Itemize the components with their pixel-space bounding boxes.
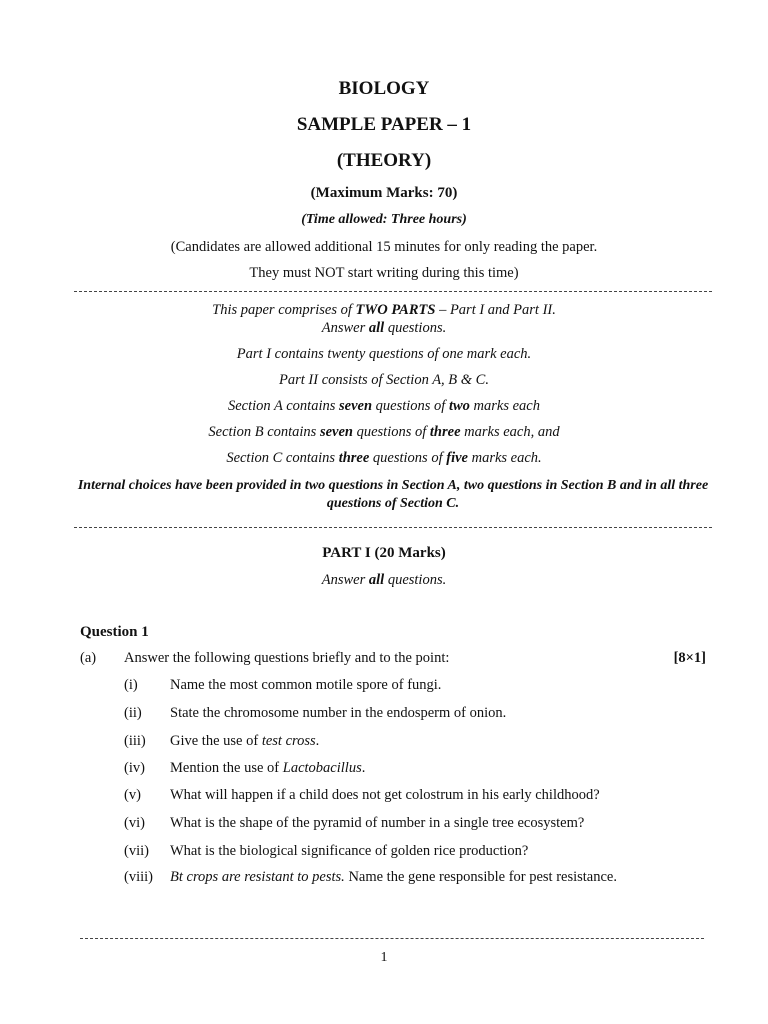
item-text: What is the biological significance of golden rice production? — [170, 843, 529, 859]
internal-choice-note: Internal choices have been provided in two questions in Section A, two questions in Section B and in all three questions of Section C. — [77, 478, 709, 511]
list-item — [124, 677, 724, 697]
item-text: Bt crops are resistant to pests. Name the gene responsible for pest resistance. — [170, 869, 617, 885]
list-item — [124, 760, 724, 780]
item-number: (vii) — [124, 843, 149, 859]
instruction-answer-all: Answer all questions. — [321, 320, 447, 336]
item-number: (i) — [124, 677, 138, 693]
list-item — [124, 705, 724, 725]
instruction-part-1: Part I contains twenty questions of one mark each. — [236, 346, 532, 362]
divider-middle — [74, 527, 712, 528]
page-number: 1 — [380, 950, 388, 965]
item-number: (iii) — [124, 733, 146, 749]
question-1a-text: Answer the following questions briefly and to the point: — [124, 650, 450, 666]
reading-note-line-2: They must NOT start writing during this time) — [249, 265, 519, 281]
reading-note-line-1: (Candidates are allowed additional 15 minutes for only reading the paper. — [170, 239, 598, 255]
item-number: (viii) — [124, 869, 153, 885]
divider-footer — [80, 938, 704, 939]
instruction-section-a: Section A contains seven questions of two marks each — [227, 398, 540, 414]
question-1-heading: Question 1 — [80, 624, 149, 640]
item-text: State the chromosome number in the endosperm of onion. — [170, 705, 507, 721]
question-1a-marks: [8×1] — [673, 650, 706, 666]
max-marks: (Maximum Marks: 70) — [310, 185, 458, 201]
item-text: What will happen if a child does not get colostrum in his early childhood? — [170, 787, 600, 803]
item-text: Give the use of test cross. — [170, 733, 320, 749]
item-number: (vi) — [124, 815, 145, 831]
item-text: Mention the use of Lactobacillus. — [170, 760, 366, 776]
part-1-answer-all: Answer all questions. — [321, 572, 447, 588]
item-number: (iv) — [124, 760, 145, 776]
item-text: What is the shape of the pyramid of number in a single tree ecosystem? — [170, 815, 585, 831]
list-item — [124, 843, 724, 863]
list-item — [124, 869, 724, 889]
instruction-part-2: Part II consists of Section A, B & C. — [279, 372, 489, 388]
paper-kind: (THEORY) — [336, 150, 432, 171]
question-1a-label: (a) — [80, 650, 97, 666]
list-item — [124, 815, 724, 835]
subject-title: BIOLOGY — [338, 78, 430, 99]
part-1-title: PART I (20 Marks) — [322, 545, 446, 561]
divider-top — [74, 291, 712, 292]
item-number: (ii) — [124, 705, 142, 721]
list-item — [124, 787, 724, 807]
instruction-section-c: Section C contains three questions of five marks each. — [226, 450, 542, 466]
instruction-section-b: Section B contains seven questions of three marks each, and — [208, 424, 560, 440]
item-text: Name the most common motile spore of fungi. — [170, 677, 442, 693]
list-item — [124, 733, 724, 753]
time-allowed: (Time allowed: Three hours) — [301, 212, 467, 227]
item-number: (v) — [124, 787, 141, 803]
paper-title: SAMPLE PAPER – 1 — [296, 114, 472, 135]
instruction-parts: This paper comprises of TWO PARTS – Part I and Part II. — [212, 302, 556, 318]
